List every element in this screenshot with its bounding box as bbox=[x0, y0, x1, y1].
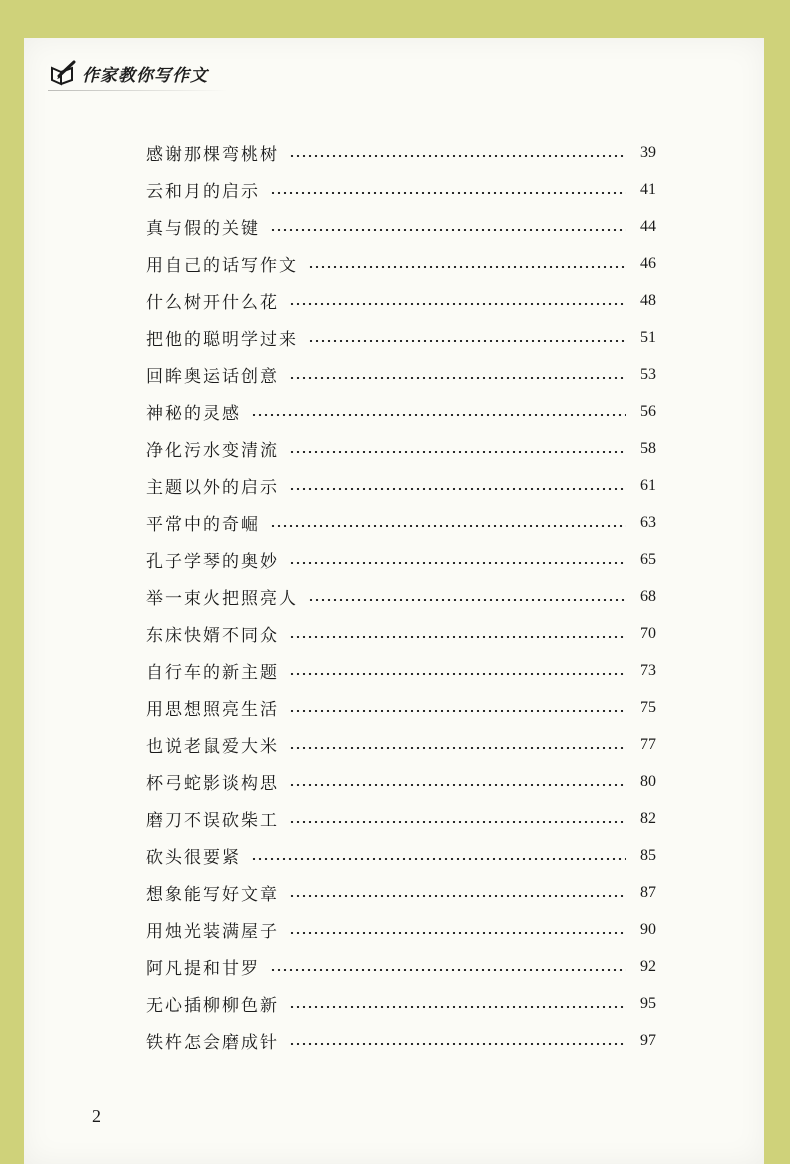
toc-entry-page: 73 bbox=[640, 661, 656, 679]
toc-entry-page: 61 bbox=[640, 476, 656, 494]
toc-entry-title: 孔子学琴的奥妙 bbox=[146, 552, 279, 572]
header-title: 作家教你写作文 bbox=[82, 65, 208, 86]
toc-entry-title: 无心插柳柳色新 bbox=[146, 996, 279, 1016]
toc-entry-page: 70 bbox=[640, 624, 656, 642]
toc-entry[interactable] bbox=[146, 282, 656, 319]
dot-leader bbox=[308, 266, 626, 268]
dot-leader bbox=[289, 155, 626, 157]
toc-entry-page: 48 bbox=[640, 291, 656, 309]
dot-leader bbox=[270, 969, 626, 971]
toc-entry-title: 回眸奥运话创意 bbox=[146, 367, 279, 387]
toc-entry[interactable] bbox=[146, 319, 656, 356]
toc-entry-page: 46 bbox=[640, 254, 656, 272]
toc-entry-page: 97 bbox=[640, 1031, 656, 1049]
toc-entry-title: 阿凡提和甘罗 bbox=[146, 959, 260, 979]
dot-leader bbox=[270, 192, 626, 194]
dot-leader bbox=[289, 747, 626, 749]
toc-entry-title: 真与假的关键 bbox=[146, 219, 260, 239]
toc-entry[interactable] bbox=[146, 467, 656, 504]
toc-entry-title: 想象能写好文章 bbox=[146, 885, 279, 905]
toc-entry-page: 65 bbox=[640, 550, 656, 568]
dot-leader bbox=[289, 932, 626, 934]
toc-entry-title: 把他的聪明学过来 bbox=[146, 330, 298, 350]
dot-leader bbox=[251, 858, 626, 860]
toc-entry-title: 神秘的灵感 bbox=[146, 404, 241, 424]
toc-entry-title: 东床快婿不同众 bbox=[146, 626, 279, 646]
toc-entry-title: 磨刀不误砍柴工 bbox=[146, 811, 279, 831]
toc-entry-title: 净化污水变清流 bbox=[146, 441, 279, 461]
toc-entry[interactable] bbox=[146, 985, 656, 1022]
toc-entry-page: 77 bbox=[640, 735, 656, 753]
toc-entry[interactable] bbox=[146, 911, 656, 948]
dot-leader bbox=[289, 821, 626, 823]
toc-entry-page: 56 bbox=[640, 402, 656, 420]
book-page bbox=[24, 38, 764, 1164]
toc-entry-page: 80 bbox=[640, 772, 656, 790]
toc-entry-page: 58 bbox=[640, 439, 656, 457]
toc-entry-title: 感谢那棵弯桃树 bbox=[146, 145, 279, 165]
toc-entry-title: 用自己的话写作文 bbox=[146, 256, 298, 276]
toc-entry-title: 云和月的启示 bbox=[146, 182, 260, 202]
dot-leader bbox=[289, 562, 626, 564]
toc-entry-page: 90 bbox=[640, 920, 656, 938]
toc-entry-page: 82 bbox=[640, 809, 656, 827]
toc-entry[interactable] bbox=[146, 615, 656, 652]
toc-entry-title: 平常中的奇崛 bbox=[146, 515, 260, 535]
pen-in-book-icon bbox=[50, 60, 76, 86]
toc-entry[interactable] bbox=[146, 578, 656, 615]
dot-leader bbox=[289, 1043, 626, 1045]
toc-entry-page: 53 bbox=[640, 365, 656, 383]
dot-leader bbox=[251, 414, 626, 416]
dot-leader bbox=[289, 784, 626, 786]
dot-leader bbox=[289, 895, 626, 897]
toc-entry[interactable] bbox=[146, 208, 656, 245]
toc-entry-title: 杯弓蛇影谈构思 bbox=[146, 774, 279, 794]
toc-entry-page: 75 bbox=[640, 698, 656, 716]
toc-entry[interactable] bbox=[146, 541, 656, 578]
toc-entry[interactable] bbox=[146, 652, 656, 689]
toc-entry[interactable] bbox=[146, 763, 656, 800]
toc-entry-title: 用思想照亮生活 bbox=[146, 700, 279, 720]
toc-entry-title: 举一束火把照亮人 bbox=[146, 589, 298, 609]
toc-entry[interactable] bbox=[146, 837, 656, 874]
toc-entry[interactable] bbox=[146, 430, 656, 467]
toc-entry[interactable] bbox=[146, 689, 656, 726]
toc-entry-page: 39 bbox=[640, 143, 656, 161]
toc-entry[interactable] bbox=[146, 726, 656, 763]
toc-entry-title: 用烛光装满屋子 bbox=[146, 922, 279, 942]
toc-entry-page: 41 bbox=[640, 180, 656, 198]
toc-entry[interactable] bbox=[146, 171, 656, 208]
toc-entry-page: 68 bbox=[640, 587, 656, 605]
dot-leader bbox=[289, 377, 626, 379]
table-of-contents bbox=[146, 134, 656, 1059]
toc-entry-page: 92 bbox=[640, 957, 656, 975]
dot-leader bbox=[270, 525, 626, 527]
toc-entry-page: 51 bbox=[640, 328, 656, 346]
dot-leader bbox=[289, 673, 626, 675]
dot-leader bbox=[270, 229, 626, 231]
dot-leader bbox=[308, 599, 626, 601]
toc-entry-page: 85 bbox=[640, 846, 656, 864]
toc-entry[interactable] bbox=[146, 800, 656, 837]
toc-entry-title: 自行车的新主题 bbox=[146, 663, 279, 683]
toc-entry[interactable] bbox=[146, 245, 656, 282]
header-rule bbox=[48, 90, 228, 91]
toc-entry[interactable] bbox=[146, 134, 656, 171]
toc-entry[interactable] bbox=[146, 393, 656, 430]
toc-entry[interactable] bbox=[146, 874, 656, 911]
toc-entry[interactable] bbox=[146, 504, 656, 541]
toc-entry-title: 也说老鼠爱大米 bbox=[146, 737, 279, 757]
dot-leader bbox=[289, 710, 626, 712]
toc-entry-title: 铁杵怎会磨成针 bbox=[146, 1033, 279, 1053]
dot-leader bbox=[289, 636, 626, 638]
toc-entry[interactable] bbox=[146, 1022, 656, 1059]
page-number: 2 bbox=[92, 1106, 101, 1126]
dot-leader bbox=[289, 1006, 626, 1008]
toc-entry-title: 砍头很要紧 bbox=[146, 848, 241, 868]
dot-leader bbox=[289, 303, 626, 305]
toc-entry-page: 63 bbox=[640, 513, 656, 531]
toc-entry-page: 44 bbox=[640, 217, 656, 235]
dot-leader bbox=[289, 451, 626, 453]
dot-leader bbox=[289, 488, 626, 490]
toc-entry-page: 87 bbox=[640, 883, 656, 901]
toc-entry[interactable] bbox=[146, 356, 656, 393]
dot-leader bbox=[308, 340, 626, 342]
toc-entry[interactable] bbox=[146, 948, 656, 985]
toc-entry-page: 95 bbox=[640, 994, 656, 1012]
toc-entry-title: 什么树开什么花 bbox=[146, 293, 279, 313]
toc-entry-title: 主题以外的启示 bbox=[146, 478, 279, 498]
running-header bbox=[50, 60, 208, 86]
